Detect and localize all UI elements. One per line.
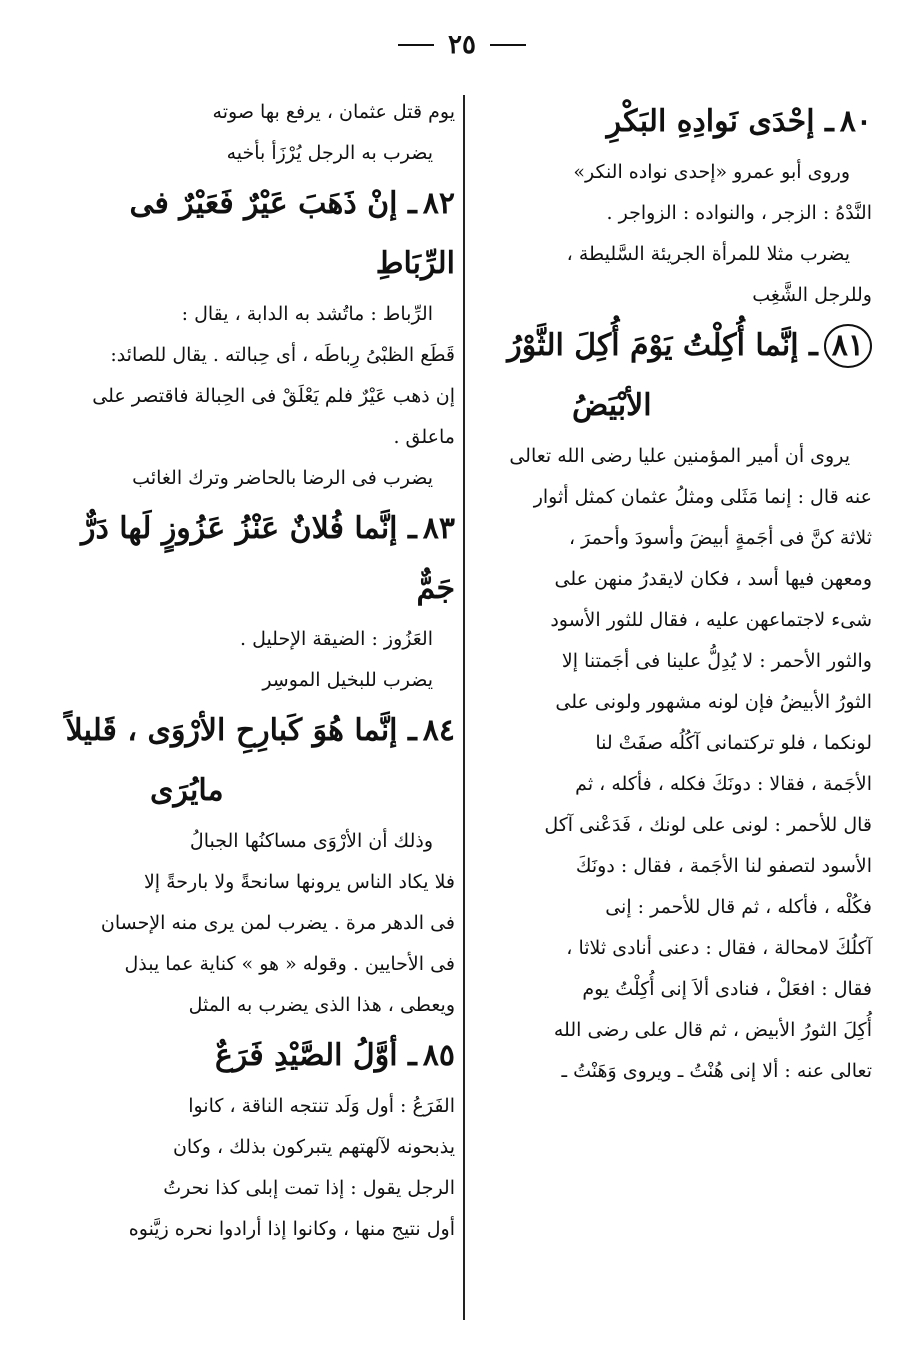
left-column [60,92,455,1250]
proverb-85-line-4: أول نتيج منها ، وكانوا إذا أرادوا نحره زيَّنوه [128,1218,455,1240]
proverb-84-line-4: فى الأحايين . وقوله « هو » كناية عما يبذل [124,953,455,975]
proverb-81-line-4: ومعهن فيها أسد ، فكان لايقدرُ منهن على [554,568,872,590]
proverb-84-number: ٨٤ [422,713,455,748]
proverb-84-title: ـ إنَّما هُوَ كَبارِحِ الأرْوَى ، قَليلاً [65,713,417,748]
proverb-80-line-4: وللرجل الشَّغِب [752,284,872,306]
proverb-84-heading [60,701,455,761]
page-number-text: ٢٥ [448,30,476,60]
proverb-81-line-13: آكلُكَ لامحالة ، فقال : دعنى أنادى ثلاثا ، [566,937,872,959]
proverb-85-line-1: الفَرَعُ : أول وَلَد تنتجه الناقة ، كانوا [188,1095,455,1117]
proverb-83-title: ـ إنَّما فُلانٌ عَنْزُ عَزُوزٍ لَها دَرٌّ جَمٌّ [80,511,455,606]
proverb-81-usage: يضرب به الرجل يُرْزَأ بأخيه [226,142,433,164]
proverb-80-line-2: النَّدْهُ : الزجر ، والنواده : الزواجر . [606,202,872,224]
proverb-82-heading [60,174,455,294]
proverb-84-title-continued: مايُرَى [150,773,224,808]
proverb-81-line-2: عنه قال : إنما مَثَلى ومثلُ عثمان كمثل أثوار [533,486,872,508]
proverb-82-line-4: ماعلق . [393,426,455,448]
proverb-85-title: ـ أوَّلُ الصَّيْدِ فَرَعٌ [214,1038,417,1073]
proverb-81-heading [482,316,872,376]
proverb-83-usage: يضرب للبخيل الموسِر [262,669,433,691]
proverb-82-line-3: إن ذهب عَيْرٌ فلم يَعْلَقْ فى الحِبالة فاقتصر على [92,385,455,407]
proverb-81-title-continued: الأبْيَضُ [572,388,652,423]
proverb-81-line-14: فقال : افعَلْ ، فنادى ألاَ إنى أُكِلْتُ يوم [582,978,872,1000]
proverb-82-usage: يضرب فى الرضا بالحاضر وترك الغائب [132,467,433,489]
proverb-84-line-1: وذلك أن الأرْوَى مساكنُها الجبالُ [189,830,433,852]
proverb-80-line-3: يضرب مثلا للمرأة الجريئة السَّليطة ، [566,243,850,265]
proverb-80-line-1: وروى أبو عمرو «إحدى نواده النكر» [573,161,850,183]
proverb-82-number: ٨٢ [422,186,455,221]
proverb-85-line-2: يذبحونه لآلهتهم يتبركون بذلك ، وكان [172,1136,455,1158]
proverb-81-line-5: شىء لاجتماعهن عليه ، فقال للثور الأسود [550,609,872,631]
proverb-81-title: ـ إنَّما أُكِلْتُ يَوْمَ أُكِلَ الثَّوْرُ [507,328,818,363]
proverb-81-line-7: الثورُ الأبيضُ فإن لونه مشهور ولونى على [555,691,872,713]
proverb-83-number: ٨٣ [422,511,455,546]
proverb-85-number: ٨٥ [422,1038,455,1073]
proverb-81-line-10: قال للأحمر : لونى على لونك ، فَدَعْنى آكل [544,814,872,836]
proverb-84-line-2: فلا يكاد الناس يرونها سانحةً ولا بارحةً إلا [143,871,455,893]
proverb-81-line-3: ثلاثة كنَّ فى أجَمةٍ أبيضَ وأسودَ وأحمرَ ، [568,527,872,549]
proverb-82-title: ـ إنْ ذَهَبَ عَيْرٌ فَعَيْرٌ فى الرِّبَاطِ [129,186,455,281]
proverb-81-line-15: أُكِلَ الثورُ الأبيض ، ثم قال على رضى الله [553,1019,872,1041]
proverb-84-line-5: ويعطى ، هذا الذى يضرب به المثل [188,994,455,1016]
proverb-81-line-16: تعالى عنه : ألا إنى هُنْتُ ـ ويروى وَهَنْتُ ـ [561,1060,872,1082]
proverb-81-line-6: والثور الأحمر : لا يُدِلُّ علينا فى أجَمتنا إلا [561,650,872,672]
right-column [482,92,872,1092]
proverb-85-heading [60,1026,455,1086]
proverb-83-line-1: العَزُوز : الضيقة الإحليل . [239,628,433,650]
proverb-81-line-11: الأسود لتصفو لنا الأجَمة ، فقال : دونَكَ [575,855,872,877]
proverb-80-number: ٨٠ [839,104,872,139]
column-divider [463,95,465,1320]
proverb-81-number: ٨١ [824,324,872,368]
proverb-81-line-1: يروى أن أمير المؤمنين عليا رضى الله تعالى [509,445,850,467]
page-number [0,30,924,60]
proverb-84-line-3: فى الدهر مرة . يضرب لمن يرى منه الإحسان [100,912,455,934]
proverb-85-line-3: الرجل يقول : إذا تمت إبلى كذا نحرتُ [163,1177,455,1199]
page-number-dash-left [398,44,434,46]
page-number-dash-right [490,44,526,46]
proverb-81-line-17: يوم قتل عثمان ، يرفع بها صوته [212,101,455,123]
proverb-81-line-8: لونكما ، فلو تركتمانى آكُلُه صفَتْ لنا [595,732,872,754]
proverb-80-title: ـ إحْدَى نَوادِهِ البَكْرِ [606,104,834,139]
proverb-82-line-2: قَطَع الظبْىُ رِباطَه ، أى حِبالته . يقال للصائد: [110,344,455,366]
proverb-81-line-12: فكُلْه ، فأكله ، ثم قال للأحمر : إنى [605,896,872,918]
proverb-82-line-1: الرِّباط : ماتُشد به الدابة ، يقال : [181,303,433,325]
proverb-80-heading [482,92,872,152]
proverb-81-line-9: الأجَمة ، فقالا : دونَكَ فكله ، فأكله ، ثم [575,773,872,795]
proverb-83-heading [60,499,455,619]
